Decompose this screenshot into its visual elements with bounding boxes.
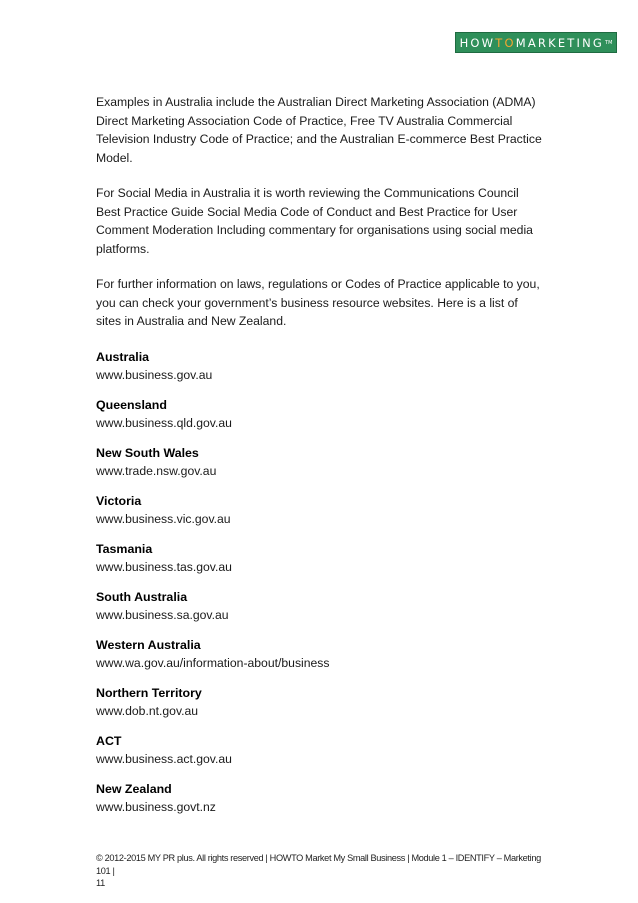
region-item-northern-territory xyxy=(96,684,546,720)
region-name: New Zealand xyxy=(96,781,172,796)
region-item-western-australia xyxy=(96,636,546,672)
page-number: 11 xyxy=(96,878,105,888)
region-url[interactable]: www.business.sa.gov.au xyxy=(96,607,229,622)
region-url[interactable]: www.business.govt.nz xyxy=(96,799,216,814)
region-item-tasmania xyxy=(96,540,546,576)
region-url[interactable]: www.dob.nt.gov.au xyxy=(96,703,199,718)
region-item-victoria xyxy=(96,492,546,528)
region-name: ACT xyxy=(96,733,122,748)
page-footer xyxy=(96,852,546,890)
howtomarketing-logo xyxy=(455,32,617,53)
footer-copyright: © 2012-2015 MY PR plus. All rights reserved | HOWTO Market My Small Business | Module 1 – IDENTIFY – Marketing 101 | xyxy=(96,853,541,876)
logo-how: HOW xyxy=(459,35,496,50)
region-item-south-australia xyxy=(96,588,546,624)
region-url[interactable]: www.business.qld.gov.au xyxy=(96,415,232,430)
region-item-act xyxy=(96,732,546,768)
page-body xyxy=(96,93,546,828)
region-name: Australia xyxy=(96,349,150,364)
region-item-new-zealand xyxy=(96,780,546,816)
paragraph-further-info: For further information on laws, regulations or Codes of Practice applicable to you, you can check your government’s business resource websites. Here is a list of sites in Australia and New Zealand. xyxy=(96,277,540,328)
region-item-queensland xyxy=(96,396,546,432)
region-url[interactable]: www.business.act.gov.au xyxy=(96,751,232,766)
region-name: South Australia xyxy=(96,589,188,604)
region-url[interactable]: www.business.tas.gov.au xyxy=(96,559,232,574)
region-name: New South Wales xyxy=(96,445,199,460)
region-name: Western Australia xyxy=(96,637,201,652)
paragraph-examples: Examples in Australia include the Australian Direct Marketing Association (ADMA) Direct Marketing Association Code of Practice, Free TV Australia Commercial Television Industry Code of Practice; and the Australian E-commerce Best Practice Model. xyxy=(96,95,542,165)
region-item-australia xyxy=(96,348,546,384)
logo-marketing: MARKETING xyxy=(515,35,605,50)
region-name: Tasmania xyxy=(96,541,153,556)
region-url[interactable]: www.business.vic.gov.au xyxy=(96,511,231,526)
region-list xyxy=(96,348,546,816)
logo-trademark: TM xyxy=(605,39,613,46)
region-item-new-south-wales xyxy=(96,444,546,480)
region-name: Victoria xyxy=(96,493,142,508)
region-name: Northern Territory xyxy=(96,685,202,700)
region-url[interactable]: www.trade.nsw.gov.au xyxy=(96,463,217,478)
region-url[interactable]: www.wa.gov.au/information-about/business xyxy=(96,655,330,670)
region-name: Queensland xyxy=(96,397,167,412)
logo-to: TO xyxy=(495,35,516,50)
region-url[interactable]: www.business.gov.au xyxy=(96,367,213,382)
paragraph-social-media: For Social Media in Australia it is worth reviewing the Communications Council Best Practice Guide Social Media Code of Conduct and Best Practice for User Comment Moderation Including commentary for organisations using social media platforms. xyxy=(96,186,533,256)
